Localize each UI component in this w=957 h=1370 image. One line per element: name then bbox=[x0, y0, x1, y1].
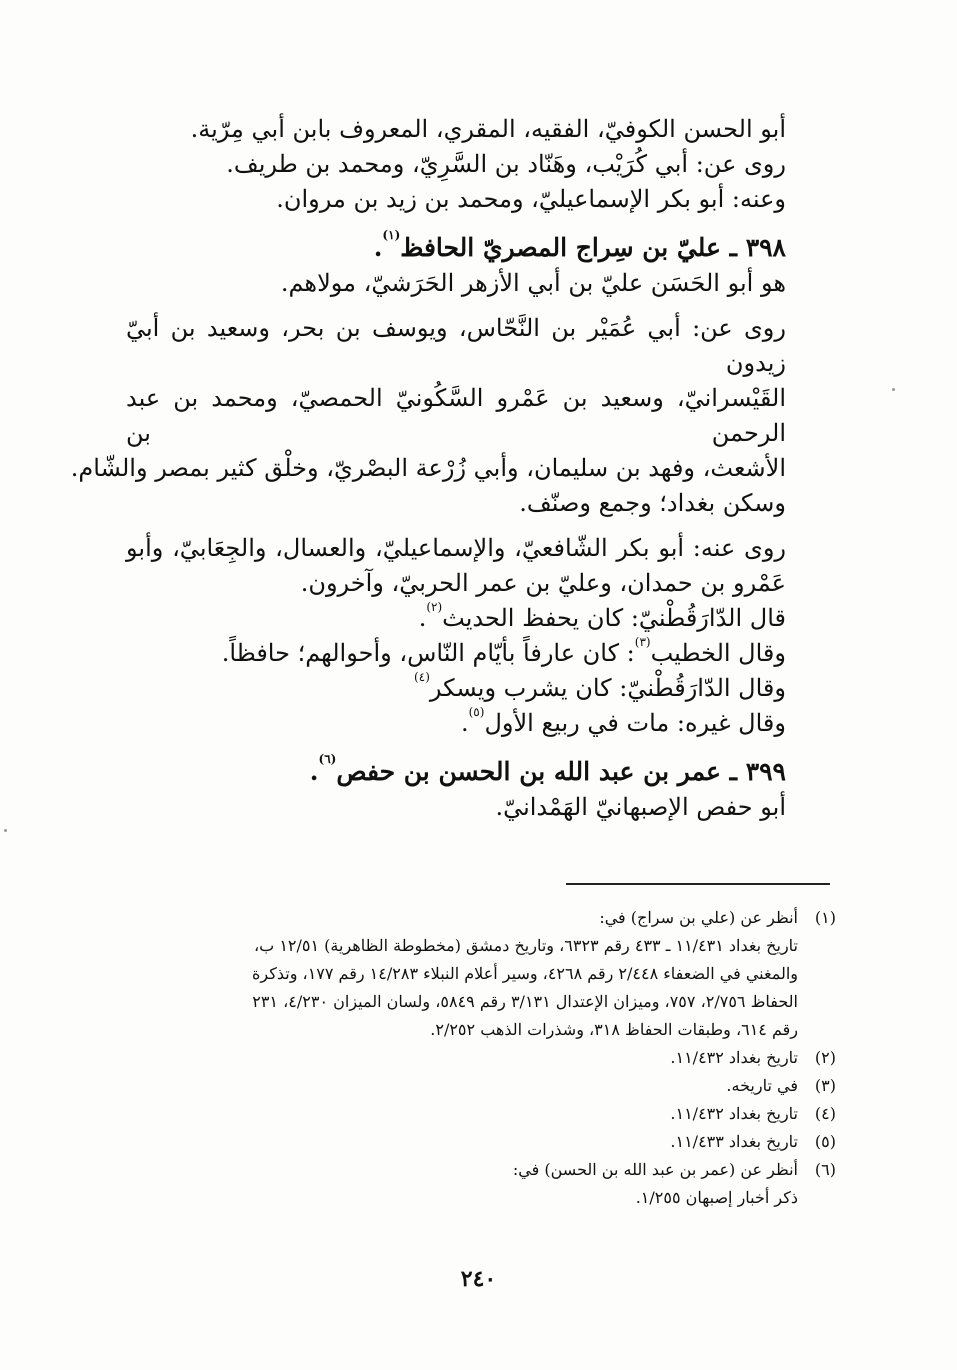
quote-line bbox=[126, 601, 786, 636]
quote-line bbox=[126, 706, 786, 741]
footnote-ref: (٥) bbox=[468, 705, 485, 719]
entry-heading-399 bbox=[126, 753, 786, 790]
heading-end: . bbox=[309, 757, 319, 786]
text-line: روى عن: أبي عُمَيْر بن النَّحّاس، ويوسف بن بحر، وسعيد بن أبيّ زيدون bbox=[126, 314, 786, 377]
footnote-number: (١) bbox=[814, 908, 836, 927]
quote-text: قال الدّارَقُطْنيّ: كان يحفظ الحديث bbox=[442, 604, 786, 632]
footnote-ref: (٦) bbox=[318, 752, 337, 766]
quote-text: : كان عارفاً بأيّام النّاس، وأحوالهم؛ حافظاً. bbox=[221, 639, 635, 667]
footnote-line: تاريخ بغداد ١١/٤٣٢. bbox=[670, 1048, 798, 1067]
quote-text: وقال الخطيب bbox=[650, 639, 786, 667]
text-line: وعنه: أبو بكر الإسماعيليّ، ومحمد بن زيد بن مروان. bbox=[276, 185, 786, 213]
text-line: روى عن: أبي كُرَيْب، وهَنّاد بن السَّرِيّ، ومحمد بن طريف. bbox=[226, 150, 786, 178]
footnote-number: (٢) bbox=[814, 1048, 836, 1067]
heading-text: ٣٩٨ ـ عليّ بن سِراج المصريّ الحافظ bbox=[400, 233, 786, 262]
footnote-line: تاريخ بغداد ١١/٤٣٣. bbox=[670, 1132, 798, 1151]
footnote-item bbox=[118, 1100, 836, 1128]
quote-line bbox=[126, 671, 786, 706]
footnote-line: والمغني في الضعفاء ٢/٤٤٨ رقم ٤٢٦٨، وسير أعلام النبلاء ١٤/٢٨٣ رقم ١٧٧، وتذكرة bbox=[252, 964, 798, 983]
footnote-line: ذكر أخبار إصبهان ١/٢٥٥. bbox=[635, 1188, 798, 1207]
page-number: ٢٤٠ bbox=[460, 1266, 497, 1292]
text-line: أبو الحسن الكوفيّ، الفقيه، المقري، المعروف بابن أبي مِرّية. bbox=[190, 115, 786, 143]
footnote-ref: (٣) bbox=[634, 635, 651, 649]
footnote-number: (٤) bbox=[814, 1104, 836, 1123]
paragraph bbox=[70, 311, 786, 521]
entry-heading-398 bbox=[126, 229, 786, 266]
heading-text: ٣٩٩ ـ عمر بن عبد الله بن الحسن بن حفص bbox=[336, 757, 786, 786]
quote-end: . bbox=[418, 604, 427, 632]
footnote-item bbox=[118, 1072, 836, 1100]
margin-mark bbox=[4, 829, 7, 832]
footnote-item bbox=[118, 1128, 836, 1156]
text-line: عَمْرو بن حمدان، وعليّ بن عمر الحربيّ، وآخرون. bbox=[300, 569, 786, 597]
footnotes bbox=[118, 904, 836, 1212]
footnote-line: رقم ٦١٤، وطبقات الحفاظ ٣١٨، وشذرات الذهب ٢/٢٥٢. bbox=[430, 1020, 798, 1039]
footnote-line: في تاريخه. bbox=[726, 1076, 798, 1095]
margin-mark bbox=[892, 388, 895, 391]
footnote-item bbox=[118, 904, 836, 1044]
footnote-line: أنظر عن (عمر بن عبد الله بن الحسن) في: bbox=[512, 1160, 798, 1179]
footnote-line: تاريخ بغداد ١١/٤٣١ ـ ٤٣٣ رقم ٦٣٢٣، وتاريخ دمشق (مخطوطة الظاهرية) ١٢/٥١ ب، bbox=[254, 936, 798, 955]
text-line: روى عنه: أبو بكر الشّافعيّ، والإسماعيليّ، والعسال، والجِعَابيّ، وأبو bbox=[126, 534, 786, 562]
text-line: أبو حفص الإصبهانيّ الهَمْدانيّ. bbox=[495, 793, 786, 821]
text-line: هو أبو الحَسَن عليّ بن أبي الأزهر الحَرَشيّ، مولاهم. bbox=[280, 269, 786, 297]
footnote-number: (٥) bbox=[814, 1132, 836, 1151]
quote-text: وقال الدّارَقُطْنيّ: كان يشرب ويسكر bbox=[429, 674, 786, 702]
text-line: وسكن بغداد؛ وجمع وصنّف. bbox=[519, 489, 786, 517]
quote-text: وقال غيره: مات في ربيع الأول bbox=[484, 709, 786, 737]
footnote-line: أنظر عن (علي بن سراج) في: bbox=[599, 908, 798, 927]
main-text bbox=[70, 112, 786, 825]
footnote-ref: (٢) bbox=[426, 600, 443, 614]
footnote-item bbox=[118, 1044, 836, 1072]
text-line: القَيْسرانيّ، وسعيد بن عَمْرو السَّكُونيّ الحمصيّ، ومحمد بن عبد الرحمن بن bbox=[126, 384, 786, 447]
footnote-ref: (١) bbox=[382, 228, 401, 242]
footnote-number: (٦) bbox=[814, 1160, 836, 1179]
footnote-body bbox=[118, 904, 798, 1044]
footnote-line: تاريخ بغداد ١١/٤٣٢. bbox=[670, 1104, 798, 1123]
text-line: الأشعث، وفهد بن سليمان، وأبي زُرْعة البصْريّ، وخلْق كثير بمصر والشّام. bbox=[70, 454, 786, 482]
footnote-item bbox=[118, 1156, 836, 1212]
footnote-body bbox=[118, 1156, 798, 1212]
heading-end: . bbox=[373, 233, 383, 262]
footnote-line: الحفاظ ٢/٧٥٦، ٧٥٧، وميزان الإعتدال ٣/١٣١ رقم ٥٨٤٩، ولسان الميزان ٤/٢٣٠، ٢٣١ bbox=[252, 992, 798, 1011]
footnote-divider bbox=[566, 883, 830, 885]
footnote-ref: (٤) bbox=[414, 670, 430, 684]
quote-end: . bbox=[460, 709, 469, 737]
paragraph bbox=[126, 531, 786, 741]
footnote-number: (٣) bbox=[814, 1076, 836, 1095]
quote-line bbox=[126, 636, 786, 671]
